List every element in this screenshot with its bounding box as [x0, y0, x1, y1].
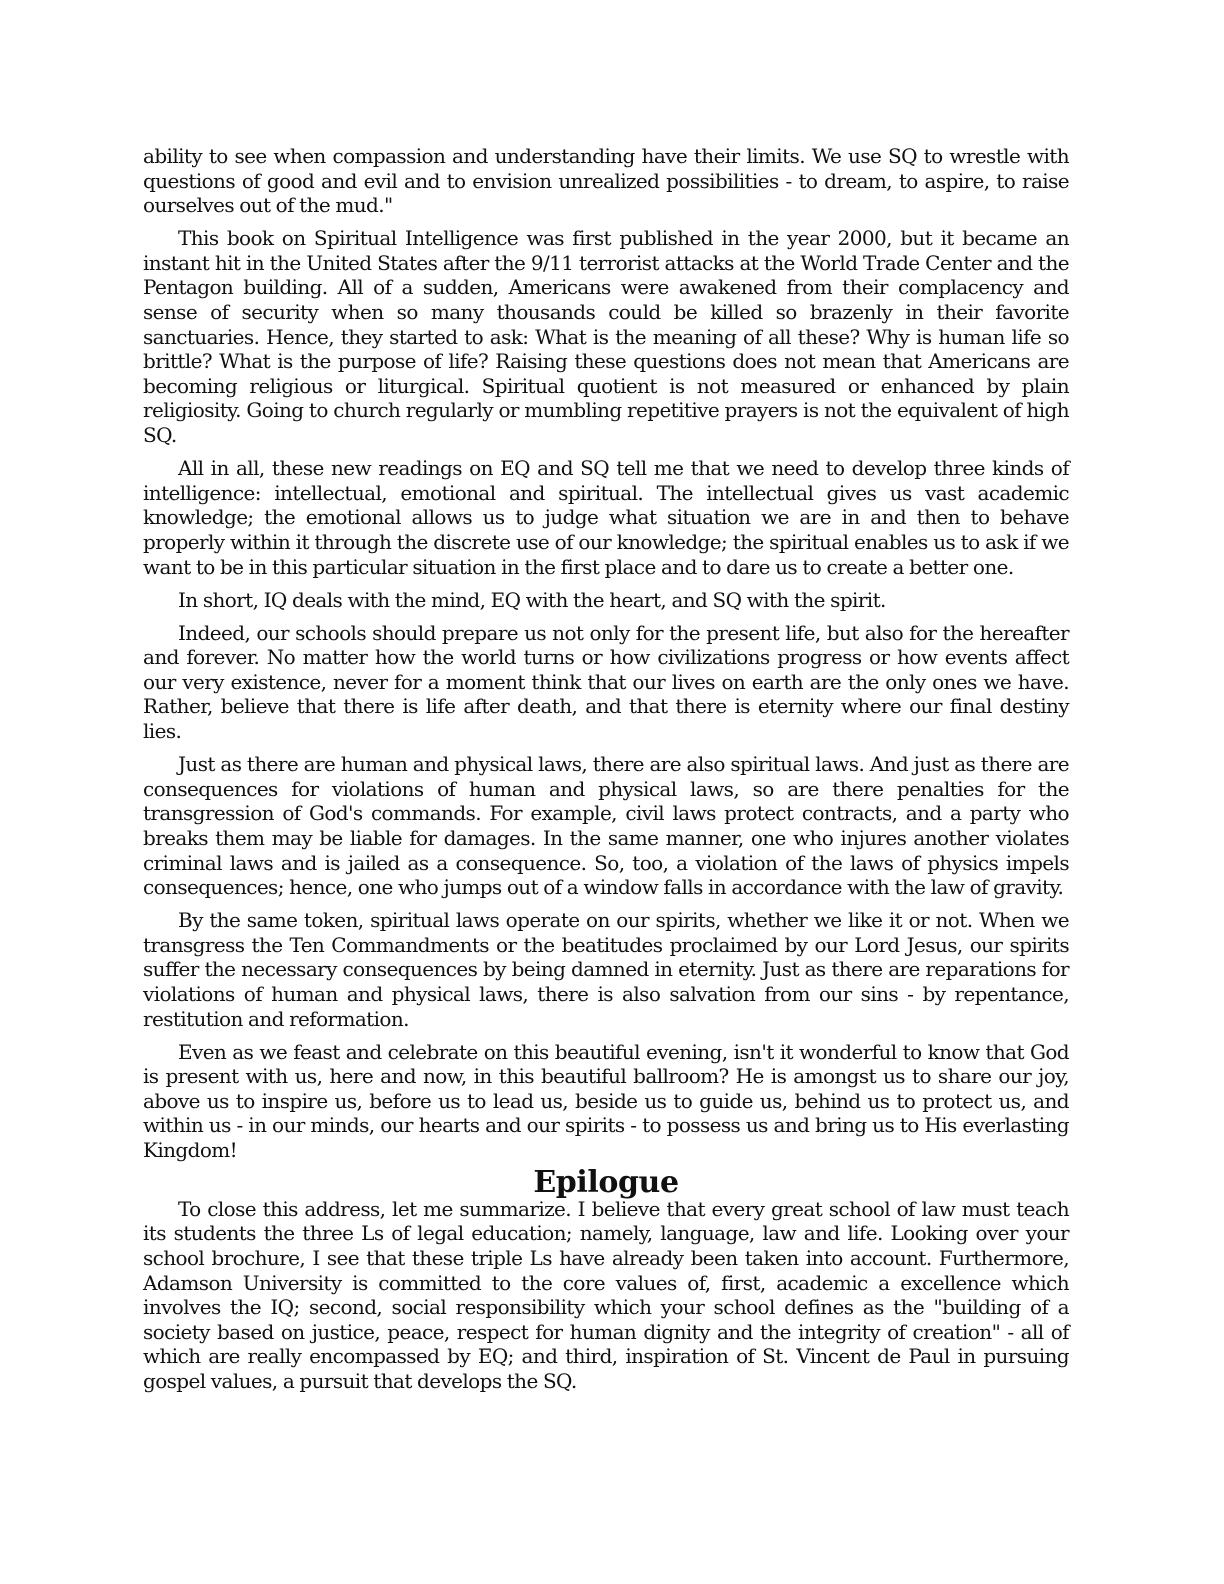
- paragraph-spiritual-laws: Just as there are human and physical laws, there are also spiritual laws. And just as there are consequences for violations of human and physical laws, so are there penalties for the transgression of God's commands. For example, civil laws protect contracts, and a party who breaks them may be liable for damages. In the same manner, one who injures another violates criminal laws and is jailed as a consequence. So, too, a violation of the laws of physics impels consequences; hence, one who jumps out of a window falls in accordance with the law of gravity.: [143, 752, 1069, 900]
- paragraph-epilogue: To close this address, let me summarize. I believe that every great school of law must teach its students the three Ls of legal education; namely, language, law and life. Looking over your school brochure, I see that these triple Ls have already been taken into account. Furthermore, Adamson University is committed to the core values of, first, academic a excellence which involves the IQ; second, social responsibility which your school defines as the "building of a society based on justice, peace, respect for human dignity and the integrity of creation" - all of which are really encompassed by EQ; and third, inspiration of St. Vincent de Paul in pursuing gospel values, a pursuit that develops the SQ.: [143, 1196, 1069, 1393]
- paragraph-sq-continuation: ability to see when compassion and understanding have their limits. We use SQ to wrestle with questions of good and evil and to envision unrealized possibilities - to dream, to aspire, to raise ourselves out of the mud.": [143, 144, 1069, 218]
- paragraph-iq-eq-sq-summary: In short, IQ deals with the mind, EQ with the heart, and SQ with the spirit.: [178, 587, 886, 612]
- paragraph-three-intelligences: All in all, these new readings on EQ and SQ tell me that we need to develop three kinds of intelligence: intellectual, emotional and spiritual. The intellectual gives us vast academic knowledge; the emotional allows us to judge what situation we are in and then to behave properly within it through the discrete use of our knowledge; the spiritual enables us to ask if we want to be in this particular situation in the first place and to dare us to create a better one.: [143, 456, 1069, 579]
- document-page: [143, 144, 1069, 1402]
- paragraph-schools-hereafter: Indeed, our schools should prepare us not only for the present life, but also for the hereafter and forever. No matter how the world turns or how civilizations progress or how events affect our very existence, never for a moment think that our lives on earth are the only ones we have. Rather, believe that there is life after death, and that there is eternity where our final destiny lies.: [143, 620, 1069, 744]
- paragraph-spiritual-intelligence-book: This book on Spiritual Intelligence was first published in the year 2000, but it became an instant hit in the United States after the 9/11 terrorist attacks at the World Trade Center and the Pentagon building. All of a sudden, Americans were awakened from their complacency and sense of security when so many thousands could be killed so brazenly in their favorite sanctuaries. Hence, they started to ask: What is the meaning of all these? Why is human life so brittle? What is the purpose of life? Raising these questions does not mean that Americans are becoming religious or liturgical. Spiritual quotient is not measured or enhanced by plain religiosity. Going to church regularly or mumbling repetitive prayers is not the equivalent of high SQ.: [143, 226, 1069, 448]
- paragraph-same-token: By the same token, spiritual laws operate on our spirits, whether we like it or not. When we transgress the Ten Commandments or the beatitudes proclaimed by our Lord Jesus, our spirits suffer the necessary consequences by being damned in eternity. Just as there are reparations for violations of human and physical laws, there is also salvation from our sins - by repentance, restitution and reformation.: [143, 908, 1069, 1031]
- paragraph-god-present: Even as we feast and celebrate on this beautiful evening, isn't it wonderful to know that God is present with us, here and now, in this beautiful ballroom? He is amongst us to share our joy, above us to inspire us, before us to lead us, beside us to guide us, behind us to protect us, and within us - in our minds, our hearts and our spirits - to possess us and bring us to His everlasting Kingdom!: [143, 1039, 1069, 1163]
- epilogue-heading: Epilogue: [533, 1165, 679, 1201]
